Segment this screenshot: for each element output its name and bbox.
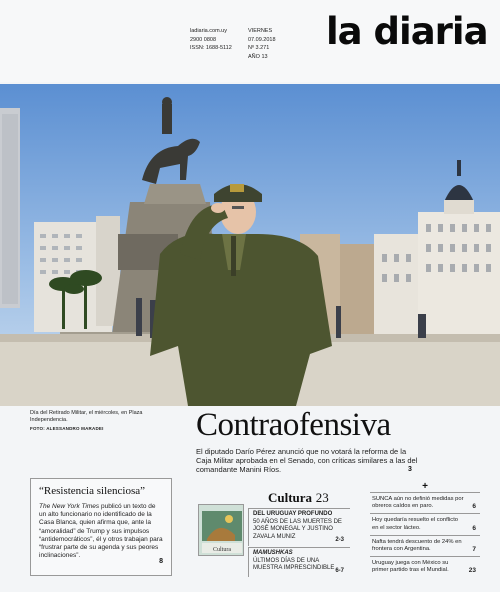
masthead-issue-info <box>248 27 276 61</box>
main-headline[interactable]: Contraofensiva <box>196 407 391 443</box>
cultura-page: 23 <box>315 490 329 505</box>
opinion-title: “Resistencia silenciosa” <box>39 485 145 497</box>
cultura-label: Cultura <box>268 490 313 505</box>
brief-text: Uruguay juega con México su primer partido tras el Mundial. <box>372 560 449 574</box>
photo-credit: FOTO: ALESSANDRO MARADEI <box>30 426 104 431</box>
issn: ISSN: 1688-5112 <box>190 45 232 51</box>
issue-year: AÑO 13 <box>248 53 268 60</box>
phone: 2900 0808 <box>190 36 216 43</box>
brief-text: Nafta tendrá descuento de 24% en frontera con Argentina. <box>372 538 462 553</box>
brief-item[interactable] <box>370 535 480 556</box>
masthead-contact <box>190 27 232 53</box>
cultura-item-text: ÚLTIMOS DÍAS DE UNA MUESTRA IMPRESCINDIBLE <box>253 557 335 571</box>
brief-page: 6 <box>472 503 476 511</box>
main-story-page: 3 <box>408 466 412 473</box>
newspaper-logo[interactable]: la diaria <box>326 10 488 53</box>
cultura-item[interactable] <box>248 508 350 546</box>
plus-icon: + <box>422 481 428 492</box>
briefs-column <box>370 482 480 578</box>
brief-item[interactable] <box>370 556 480 577</box>
website[interactable]: ladiaria.com.uy <box>190 28 227 34</box>
issue-number: Nº 3.271 <box>248 45 270 51</box>
cultura-item-title: MAMUSHKAS <box>253 550 293 556</box>
opinion-source: The New York Times <box>39 503 100 510</box>
brief-page: 7 <box>472 546 476 554</box>
main-deck: El diputado Darío Pérez anunció que no votará la reforma de la Caja Militar aprobada en el Senado, con críticas similares a las del comandante Manini Ríos. <box>196 447 418 474</box>
cultura-item-page: 6-7 <box>335 567 344 574</box>
masthead <box>0 0 500 82</box>
brief-text: SUNCA aún no definió medidas por obreros caídos en paro. <box>372 496 464 510</box>
opinion-body <box>39 503 163 560</box>
opinion-text: publicó un texto de un alto funcionario no identificado de la Casa Blanca, quien afirma que, ante la “amoralidad” de Trump y sus impulsos “antidemocráticos”, él y otros trabajan para “frustrar parte de su agenda y sus peores inclinaciones”. <box>39 503 163 560</box>
cultura-section-header[interactable] <box>268 490 329 506</box>
issue-day: VIERNES <box>248 28 273 34</box>
opinion-box[interactable] <box>30 478 172 576</box>
brief-page: 23 <box>468 567 476 575</box>
caption-text: Día del Retirado Militar, el miércoles, en Plaza Independencia. <box>30 410 143 423</box>
lead-photo[interactable] <box>0 84 500 406</box>
brief-text: Hoy quedaría resuelto el conflicto en el sector lácteo. <box>372 517 459 531</box>
cultura-item[interactable] <box>248 547 350 577</box>
opinion-page: 8 <box>159 558 163 565</box>
thumb-label: Cultura <box>213 547 231 553</box>
brief-page: 6 <box>472 524 476 532</box>
brief-item[interactable] <box>370 513 480 534</box>
photo-caption <box>30 410 180 432</box>
cultura-thumbnail[interactable] <box>198 504 244 556</box>
cultura-item-title: DEL URUGUAY PROFUNDO <box>253 511 333 517</box>
cultura-item-text: 50 AÑOS DE LAS MUERTES DE JOSÉ MONEGAL Y JUSTINO ZAVALA MUNIZ <box>253 518 342 540</box>
cultura-item-page: 2-3 <box>335 536 344 543</box>
issue-date: 07.09.2018 <box>248 36 276 43</box>
brief-item[interactable] <box>370 492 480 513</box>
